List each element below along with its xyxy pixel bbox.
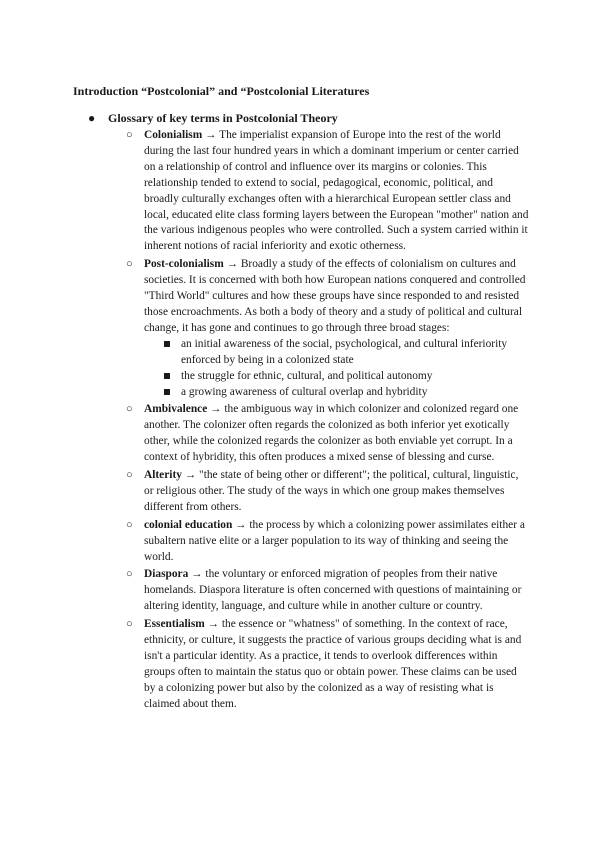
glossary-term-post-colonialism: [126, 257, 529, 400]
glossary-term-colonialism: [126, 128, 529, 255]
term-bullet: ○: [126, 129, 133, 141]
term-arrow: →: [181, 469, 200, 482]
square-bullet-icon: [164, 389, 170, 395]
term-definition: the process by which a colonizing power assimilates either a subaltern native elite or a larger population to its way of thinking and seeing the world.: [144, 518, 525, 563]
stage-text: an initial awareness of the social, psychological, and cultural inferiority enforced by being in a colonized state: [181, 337, 508, 366]
term-arrow: →: [207, 403, 225, 416]
term-arrow: →: [223, 258, 241, 271]
term-definition: Broadly a study of the effects of colonialism on cultures and societies. It is concerned with both how European nations conquered and controlled "Third World" cultures and how these groups have since responded to and resisted those encroachments. As both a body of theory and a study of political and cultural change, it has gone and continues to go through three broad stages:: [144, 258, 526, 334]
glossary-term-alterity: [126, 468, 529, 516]
stage-item: [181, 385, 529, 401]
term-name: colonial education: [144, 518, 233, 531]
term-definition: "the state of being other or different"; the political, cultural, linguistic, or religious other. The study of the ways in which one group makes themselves different from others.: [144, 469, 519, 513]
term-definition: the essence or "whatness" of something. In the context of race, ethnicity, or culture, it suggests the practice of various groups deciding what is and isn't a particular identity. As a practice, it tends to overlook differences within groups often to maintain the status quo or obtain power. These claims can be used by a colonizing power but also by the colonized as a way of resisting what is claimed about them.: [144, 618, 522, 710]
term-name: Essentialism: [144, 618, 205, 631]
term-bullet: ○: [126, 518, 133, 531]
term-name: Colonialism: [144, 129, 203, 141]
section-bullet: ●: [88, 111, 96, 125]
glossary-term-ambivalence: [126, 402, 529, 466]
term-bullet: ○: [126, 258, 133, 271]
term-arrow: →: [204, 618, 222, 631]
stage-item: [181, 369, 529, 385]
term-name: Ambivalence: [144, 403, 208, 416]
glossary-term-diaspora: [126, 567, 529, 615]
term-name: Alterity: [144, 469, 182, 482]
stages-list: [144, 337, 529, 401]
term-name: Diaspora: [144, 568, 189, 581]
term-definition: The imperialist expansion of Europe into the rest of the world during the last four hundred years in which a dominant imperium or center carried on a relationship of control and influence over its margins or colonies. This relationship tended to extend to social, pedagogical, economic, political, and broadly culturally exchanges often with a hierarchical European settler class and local, educated elite class forming layers between the European "mother" nation and the various indigenous peoples who were controlled. Such a system carried within it inherent notions of racial inferiority and exotic otherness.: [144, 129, 529, 253]
page-heading: Introduction “Postcolonial” and “Postcolonial Literatures: [73, 84, 370, 98]
glossary-list: [126, 128, 529, 715]
term-arrow: →: [232, 518, 250, 531]
term-arrow: →: [202, 129, 220, 141]
term-name: Post-colonialism: [144, 258, 224, 271]
section-title: Glossary of key terms in Postcolonial Theory: [108, 111, 338, 125]
square-bullet-icon: [164, 341, 170, 347]
term-arrow: →: [188, 568, 206, 581]
square-bullet-icon: [164, 373, 170, 379]
term-bullet: ○: [126, 403, 133, 416]
term-definition: the ambiguous way in which colonizer and colonized regard one another. The colonizer often regards the colonized as both inferior yet exotically other, while the colonized regards the colonizer as both enviable yet corrupt. In a context of hybridity, this often produces a mixed sense of blessing and curse.: [144, 403, 519, 464]
term-bullet: ○: [126, 469, 133, 482]
term-definition: the voluntary or enforced migration of peoples from their native homelands. Diaspora literature is often concerned with questions of maintaining or altering identity, language, and culture while in another culture or country.: [144, 568, 522, 613]
term-bullet: ○: [126, 568, 133, 581]
glossary-term-colonial-education: [126, 518, 529, 566]
glossary-term-essentialism: [126, 617, 529, 712]
stage-item: [181, 337, 529, 369]
stage-text: the struggle for ethnic, cultural, and political autonomy: [181, 369, 433, 382]
term-bullet: ○: [126, 618, 133, 631]
stage-text: a growing awareness of cultural overlap and hybridity: [181, 385, 428, 398]
